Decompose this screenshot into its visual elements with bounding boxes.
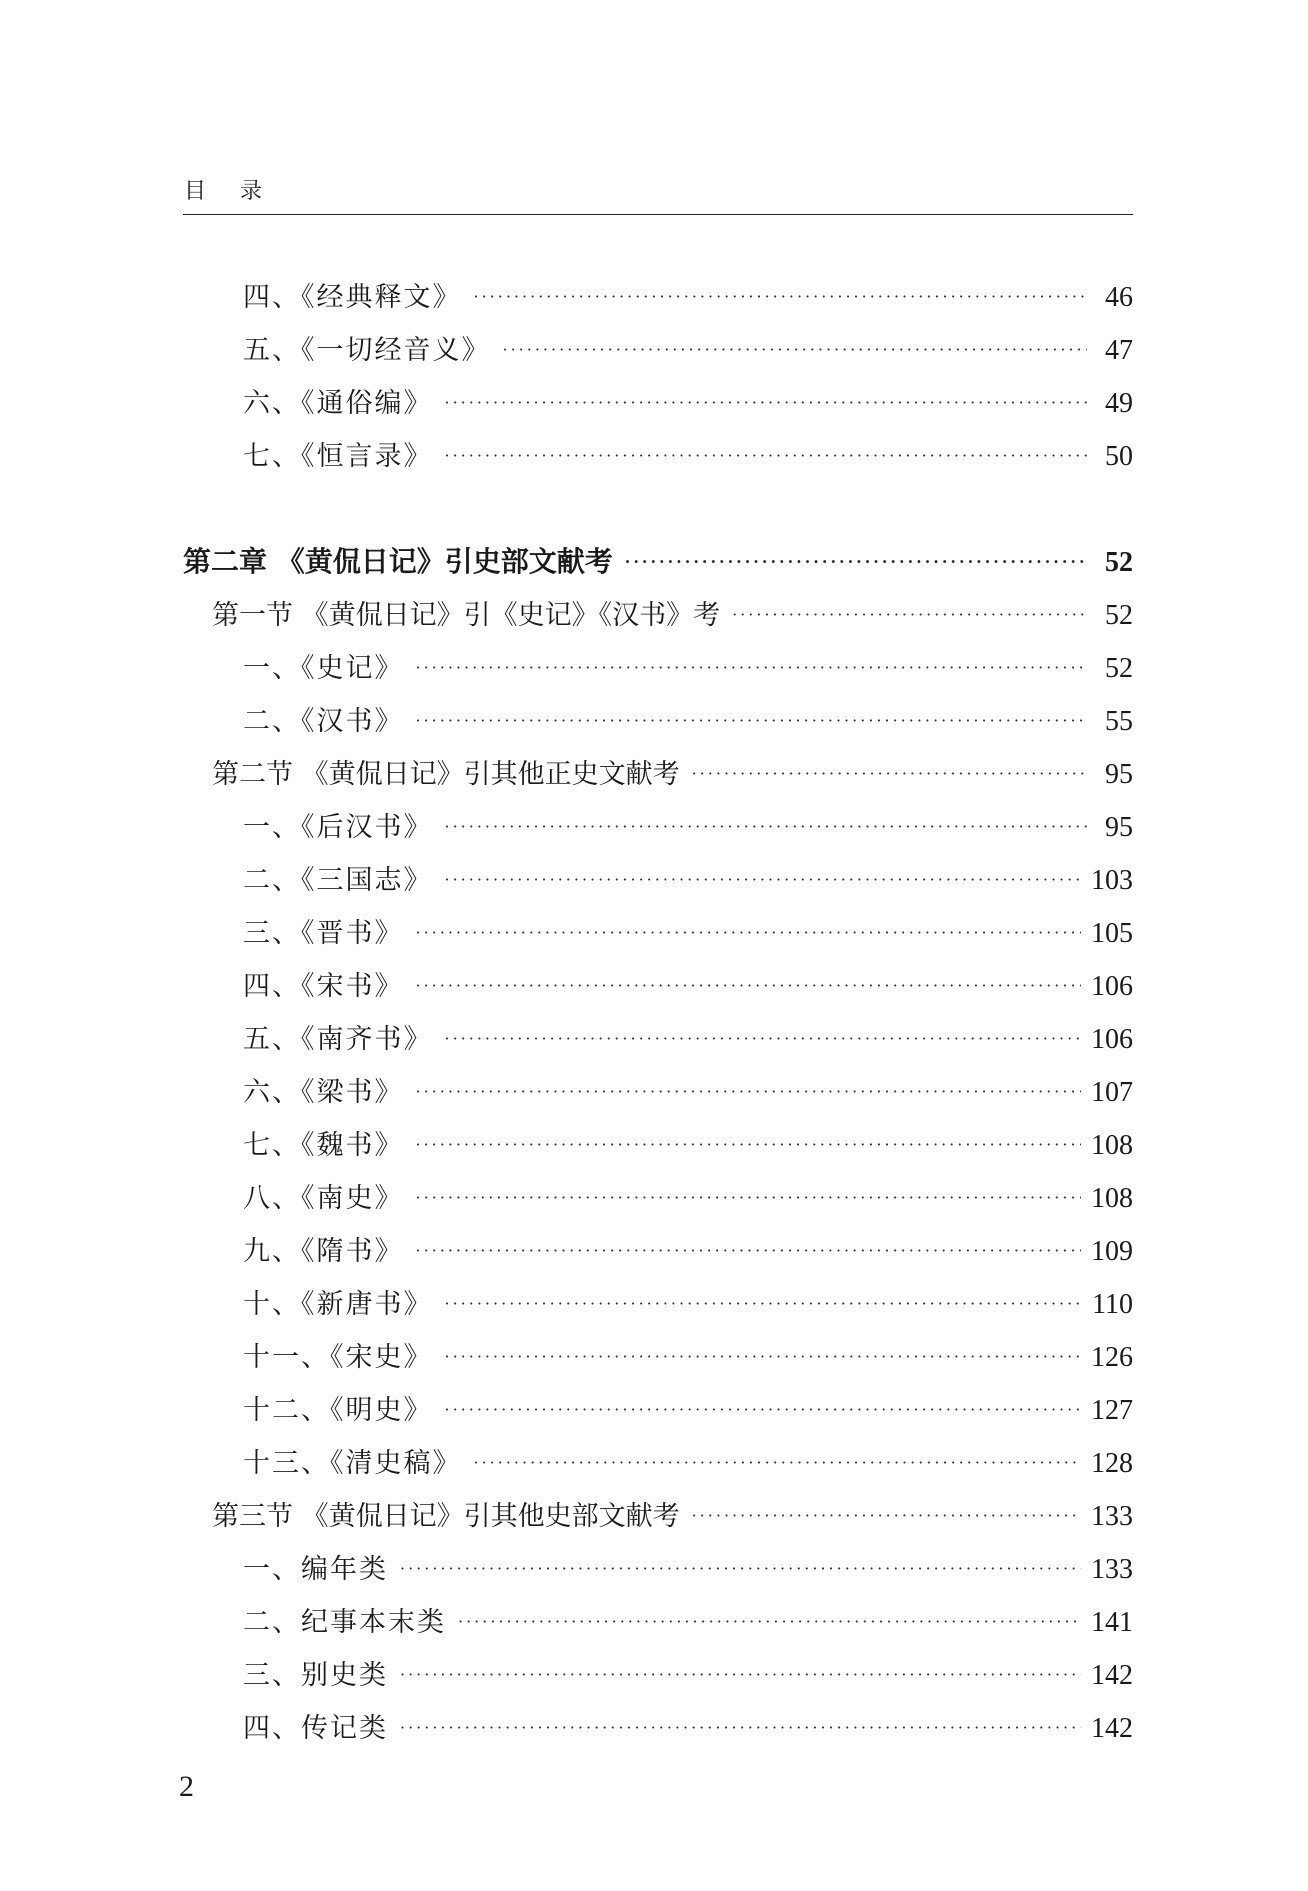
toc-section[interactable]	[212, 593, 1133, 633]
toc-entry-title: 六、《梁书》	[243, 1077, 404, 1108]
page-number: 2	[179, 1770, 194, 1803]
toc-section-title: 第三节 《黄侃日记》引其他史部文献考	[212, 1501, 680, 1532]
toc-entry-page: 142	[1091, 1660, 1133, 1691]
toc-entry-title: 二、《汉书》	[243, 706, 404, 737]
dot-leader	[400, 1665, 1081, 1684]
toc-entry-page: 103	[1091, 865, 1133, 896]
toc-entry-title: 四、传记类	[243, 1713, 388, 1744]
toc-entry-page: 106	[1091, 971, 1133, 1002]
toc-entry[interactable]	[243, 1017, 1133, 1057]
toc-entry[interactable]	[243, 1282, 1133, 1322]
toc-chapter[interactable]	[183, 540, 1133, 580]
dot-leader	[445, 393, 1088, 412]
dot-leader	[458, 1612, 1081, 1631]
toc-entry-page: 106	[1091, 1024, 1133, 1055]
dot-leader	[416, 1241, 1082, 1260]
dot-leader	[732, 605, 1087, 624]
dot-leader	[416, 1188, 1082, 1207]
dot-leader	[445, 817, 1088, 836]
toc-entry-title: 五、《一切经音义》	[243, 335, 491, 366]
toc-chapter-page: 52	[1105, 547, 1133, 578]
toc-section-title: 第二节 《黄侃日记》引其他正史文献考	[212, 759, 680, 790]
dot-leader	[692, 764, 1087, 783]
toc-entry[interactable]	[243, 434, 1133, 474]
toc-entry-title: 四、《宋书》	[243, 971, 404, 1002]
dot-leader	[445, 870, 1082, 889]
dot-leader	[445, 446, 1088, 465]
toc-entry-title: 六、《通俗编》	[243, 388, 433, 419]
dot-leader	[416, 711, 1088, 730]
dot-leader	[416, 658, 1088, 677]
toc-entry[interactable]	[243, 911, 1133, 951]
toc-section[interactable]	[212, 752, 1133, 792]
dot-leader	[416, 923, 1082, 942]
toc-entry[interactable]	[243, 1441, 1133, 1481]
toc-entry[interactable]	[243, 1706, 1133, 1746]
toc-entry-page: 142	[1091, 1713, 1133, 1744]
toc-entry-title: 七、《魏书》	[243, 1130, 404, 1161]
dot-leader	[474, 1453, 1082, 1472]
toc-entry[interactable]	[243, 328, 1133, 368]
toc-entry[interactable]	[243, 1123, 1133, 1163]
toc-entry[interactable]	[243, 964, 1133, 1004]
toc-entry-page: 50	[1105, 441, 1133, 472]
dot-leader	[445, 1400, 1082, 1419]
toc-section-page: 133	[1091, 1501, 1133, 1532]
dot-leader	[503, 340, 1088, 359]
toc-entry-page: 46	[1105, 282, 1133, 313]
toc-entry-title: 一、《后汉书》	[243, 812, 433, 843]
toc-entry-page: 107	[1091, 1077, 1133, 1108]
toc-chapter-title: 第二章 《黄侃日记》引史部文献考	[183, 545, 613, 578]
dot-leader	[474, 287, 1088, 306]
toc-section-page: 95	[1105, 759, 1133, 790]
toc-entry-title: 九、《隋书》	[243, 1236, 404, 1267]
header-rule	[183, 214, 1133, 215]
toc-entry-title: 二、纪事本末类	[243, 1607, 446, 1638]
toc-entry[interactable]	[243, 1335, 1133, 1375]
toc-entry-title: 二、《三国志》	[243, 865, 433, 896]
toc-entry-page: 141	[1091, 1607, 1133, 1638]
toc-entry-title: 十二、《明史》	[243, 1395, 433, 1426]
toc-entry[interactable]	[243, 699, 1133, 739]
toc-entry-page: 55	[1105, 706, 1133, 737]
toc-entry[interactable]	[243, 275, 1133, 315]
toc-entry[interactable]	[243, 1229, 1133, 1269]
toc-entry-page: 108	[1091, 1183, 1133, 1214]
toc-entry-title: 五、《南齐书》	[243, 1024, 433, 1055]
toc-entry[interactable]	[243, 1600, 1133, 1640]
toc-entry[interactable]	[243, 381, 1133, 421]
toc-section[interactable]	[212, 1494, 1133, 1534]
toc-entry-title: 八、《南史》	[243, 1183, 404, 1214]
toc-entry-page: 105	[1091, 918, 1133, 949]
toc-section-page: 52	[1105, 600, 1133, 631]
dot-leader	[416, 1135, 1082, 1154]
toc-entry[interactable]	[243, 1176, 1133, 1216]
toc-entry[interactable]	[243, 1388, 1133, 1428]
toc-entry-page: 127	[1091, 1395, 1133, 1426]
dot-leader	[625, 552, 1087, 571]
toc-entry-page: 126	[1091, 1342, 1133, 1373]
toc-entry-title: 十一、《宋史》	[243, 1342, 433, 1373]
dot-leader	[416, 976, 1082, 995]
toc-entry-title: 三、别史类	[243, 1660, 388, 1691]
dot-leader	[400, 1718, 1081, 1737]
toc-entry[interactable]	[243, 646, 1133, 686]
toc-entry-page: 110	[1092, 1289, 1133, 1320]
toc-entry[interactable]	[243, 1547, 1133, 1587]
toc-entry-title: 一、《史记》	[243, 653, 404, 684]
toc-entry-page: 95	[1105, 812, 1133, 843]
dot-leader	[692, 1506, 1081, 1525]
toc-entry[interactable]	[243, 805, 1133, 845]
dot-leader	[400, 1559, 1081, 1578]
toc-entry-title: 三、《晋书》	[243, 918, 404, 949]
running-title: 目录	[184, 179, 297, 204]
toc-section-title: 第一节 《黄侃日记》引《史记》《汉书》考	[212, 600, 721, 631]
toc-entry-page: 109	[1091, 1236, 1133, 1267]
toc-entry-page: 49	[1105, 388, 1133, 419]
dot-leader	[445, 1029, 1082, 1048]
toc-entry[interactable]	[243, 1653, 1133, 1693]
toc-entry-title: 一、编年类	[243, 1554, 388, 1585]
dot-leader	[445, 1294, 1083, 1313]
toc-entry[interactable]	[243, 1070, 1133, 1110]
dot-leader	[416, 1082, 1082, 1101]
toc-entry-page: 52	[1105, 653, 1133, 684]
toc-entry-page: 47	[1105, 335, 1133, 366]
toc-entry[interactable]	[243, 858, 1133, 898]
toc-entry-title: 四、《经典释文》	[243, 282, 462, 313]
toc-entry-title: 十三、《清史稿》	[243, 1448, 462, 1479]
toc-entry-title: 七、《恒言录》	[243, 441, 433, 472]
toc-entry-page: 133	[1091, 1554, 1133, 1585]
toc-entry-title: 十、《新唐书》	[243, 1289, 433, 1320]
dot-leader	[445, 1347, 1082, 1366]
toc-entry-page: 128	[1091, 1448, 1133, 1479]
toc-entry-page: 108	[1091, 1130, 1133, 1161]
